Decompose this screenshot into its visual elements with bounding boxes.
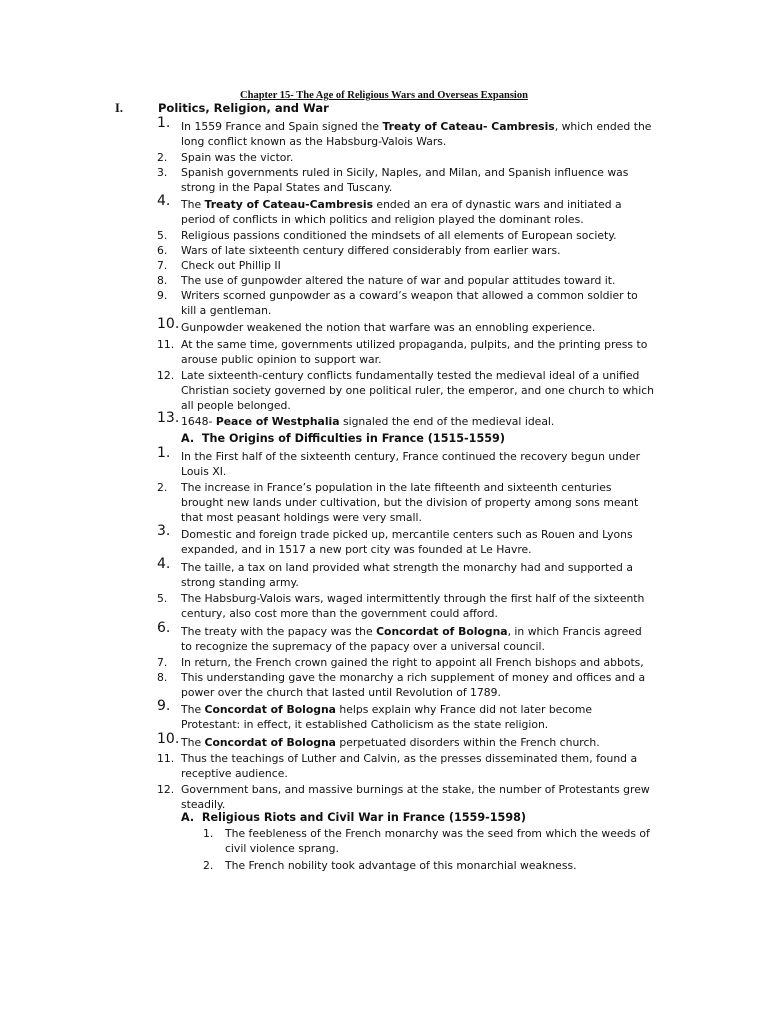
list-item <box>157 523 633 557</box>
emphasis-term: Concordat of Bologna <box>376 625 508 638</box>
item-text-line: The French nobility took advantage of this monarchial weakness. <box>225 859 577 872</box>
list-item <box>157 316 596 335</box>
item-text-line: The increase in France’s population in the late fifteenth and sixteenth centuries <box>181 481 612 494</box>
item-text-line: strong standing army. <box>181 576 299 589</box>
emphasis-term: Concordat of Bologna <box>204 703 336 716</box>
item-text-line: Christian society governed by one political ruler, the emperor, and one church to which <box>181 384 654 397</box>
list-item <box>157 655 644 670</box>
item-number: 1. <box>157 115 171 131</box>
list-item <box>157 731 600 750</box>
item-text-line: In return, the French crown gained the right to appoint all French bishops and abbots, <box>181 656 644 669</box>
item-text-line: Spain was the victor. <box>181 151 294 164</box>
list-item <box>203 858 577 873</box>
item-text-line: Writers scorned gunpowder as a coward’s weapon that allowed a common soldier to <box>181 289 638 302</box>
item-text-line: Protestant: in effect, it established Catholicism as the state religion. <box>181 718 549 731</box>
list-item <box>157 410 555 429</box>
section-title: Politics, Religion, and War <box>158 101 329 115</box>
item-number: 3. <box>157 166 168 179</box>
item-text-line: period of conflicts in which politics and religion played the dominant roles. <box>181 213 584 226</box>
list-item <box>157 445 641 479</box>
item-text-line: receptive audience. <box>181 767 288 780</box>
item-text-line: to recognize the supremacy of the papacy over a universal council. <box>181 640 545 653</box>
item-text-line: Spanish governments ruled in Sicily, Naples, and Milan, and Spanish influence was <box>181 166 629 179</box>
list-item <box>157 698 593 732</box>
list-item <box>157 273 615 288</box>
list-item <box>157 165 628 195</box>
emphasis-term: Treaty of Cateau-Cambresis <box>204 198 373 211</box>
list-item <box>157 670 645 700</box>
item-number: 4. <box>157 556 171 572</box>
emphasis-term: Peace of Westphalia <box>215 415 340 428</box>
item-text-line: that most peasant holdings were very small. <box>181 511 422 524</box>
item-text-line: This understanding gave the monarchy a rich supplement of money and offices and a <box>181 671 646 684</box>
list-item <box>157 337 647 367</box>
item-text-line: At the same time, governments utilized propaganda, pulpits, and the printing press to <box>181 338 648 351</box>
item-text-line: century, also cost more than the government could afford. <box>181 607 498 620</box>
item-number: 5. <box>157 229 168 242</box>
item-number: 2. <box>203 859 214 872</box>
item-number: 8. <box>157 671 168 684</box>
list-item <box>157 288 638 318</box>
list-item <box>157 193 622 227</box>
item-text-line: Louis XI. <box>181 465 227 478</box>
item-text-line: The treaty with the papacy was the Concordat of Bologna, in which Francis agreed <box>181 625 642 638</box>
item-text-line: arouse public opinion to support war. <box>181 353 382 366</box>
list-item <box>203 826 650 856</box>
item-number: 2. <box>157 481 168 494</box>
item-number: 9. <box>157 289 168 302</box>
subsection-b-title: Religious Riots and Civil War in France (1559-1598) <box>201 811 527 824</box>
list-item <box>157 258 281 273</box>
item-text-line: Check out Phillip II <box>181 259 281 272</box>
item-text-line: Wars of late sixteenth century differed considerably from earlier wars. <box>181 244 561 257</box>
list-item <box>157 751 637 781</box>
list-item <box>157 150 293 165</box>
item-text-line: Domestic and foreign trade picked up, mercantile centers such as Rouen and Lyons <box>181 528 633 541</box>
list-item <box>157 556 633 590</box>
item-number: 6. <box>157 244 168 257</box>
item-text-line: The Concordat of Bologna helps explain why France did not later become <box>181 703 593 716</box>
item-text-line: strong in the Papal States and Tuscany. <box>181 181 393 194</box>
item-number: 11. <box>157 752 175 765</box>
item-number: 10. <box>157 731 180 747</box>
subsection-a-label: A. <box>181 432 195 445</box>
item-number: 10. <box>157 316 180 332</box>
item-text-line: steadily. <box>181 798 226 811</box>
item-number: 12. <box>157 369 175 382</box>
item-text-line: expanded, and in 1517 a new port city was founded at Le Havre. <box>181 543 532 556</box>
list-item <box>157 480 638 525</box>
list-item <box>157 591 644 621</box>
item-number: 1. <box>203 827 214 840</box>
list-item <box>157 228 617 243</box>
subsection-a-heading <box>181 432 505 445</box>
item-text-line: The Habsburg-Valois wars, waged intermittently through the first half of the sixteenth <box>181 592 645 605</box>
item-text-line: In 1559 France and Spain signed the Treaty of Cateau- Cambresis, which ended the <box>181 120 652 133</box>
subsection-b-label: A. <box>181 811 195 824</box>
item-number: 7. <box>157 656 168 669</box>
subsection-b-heading <box>181 811 526 824</box>
item-number: 11. <box>157 338 175 351</box>
item-number: 8. <box>157 274 168 287</box>
item-text-line: In the First half of the sixteenth century, France continued the recovery begun under <box>181 450 641 463</box>
subsection-a-title: The Origins of Difficulties in France (1515-1559) <box>201 432 505 445</box>
item-number: 5. <box>157 592 168 605</box>
item-number: 12. <box>157 783 175 796</box>
item-number: 7. <box>157 259 168 272</box>
item-text-line: long conflict known as the Habsburg-Valois Wars. <box>181 135 447 148</box>
item-text-line: The taille, a tax on land provided what strength the monarchy had and supported a <box>181 561 633 574</box>
emphasis-term: Concordat of Bologna <box>204 736 336 749</box>
item-number: 9. <box>157 698 171 714</box>
item-text-line: The Treaty of Cateau-Cambresis ended an era of dynastic wars and initiated a <box>181 198 622 211</box>
item-text-line: brought new lands under cultivation, but the division of property among sons meant <box>181 496 639 509</box>
item-text-line: Late sixteenth-century conflicts fundamentally tested the medieval ideal of a unified <box>181 369 640 382</box>
section-number: I. <box>115 101 123 115</box>
item-text-line: kill a gentleman. <box>181 304 272 317</box>
item-text-line: all people belonged. <box>181 399 291 412</box>
item-text-line: Government bans, and massive burnings at the stake, the number of Protestants grew <box>181 783 650 796</box>
list-item <box>157 620 642 654</box>
item-text-line: Thus the teachings of Luther and Calvin, as the presses disseminated them, found a <box>181 752 638 765</box>
item-text-line: power over the church that lasted until Revolution of 1789. <box>181 686 501 699</box>
list-item <box>157 782 650 812</box>
item-number: 6. <box>157 620 171 636</box>
list-item <box>157 115 652 149</box>
item-text-line: Gunpowder weakened the notion that warfare was an ennobling experience. <box>181 321 596 334</box>
list-item <box>157 368 654 413</box>
document-title: Chapter 15- The Age of Religious Wars and Overseas Expansion <box>240 90 528 101</box>
item-text-line: The use of gunpowder altered the nature of war and popular attitudes toward it. <box>181 274 616 287</box>
item-number: 13. <box>157 410 180 426</box>
item-text-line: civil violence sprang. <box>225 842 339 855</box>
item-number: 1. <box>157 445 171 461</box>
item-text-line: 1648- Peace of Westphalia signaled the end of the medieval ideal. <box>181 415 555 428</box>
item-number: 4. <box>157 193 171 209</box>
item-text-line: The Concordat of Bologna perpetuated disorders within the French church. <box>181 736 600 749</box>
item-text-line: The feebleness of the French monarchy was the seed from which the weeds of <box>225 827 650 840</box>
list-item <box>157 243 561 258</box>
item-number: 2. <box>157 151 168 164</box>
item-number: 3. <box>157 523 171 539</box>
item-text-line: Religious passions conditioned the mindsets of all elements of European society. <box>181 229 617 242</box>
emphasis-term: Treaty of Cateau- Cambresis <box>382 120 555 133</box>
